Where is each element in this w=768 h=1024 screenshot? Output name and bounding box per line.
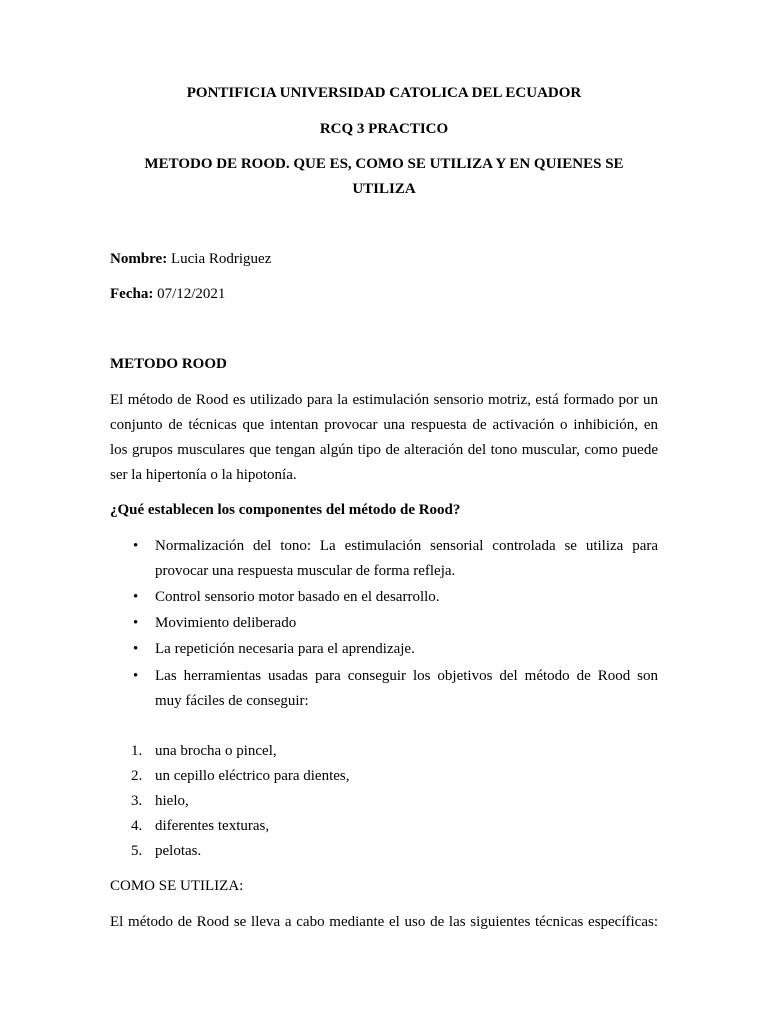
list-item: hielo, (155, 793, 189, 809)
bullet-4: La repetición necesaria para el aprendizaje. (155, 641, 415, 657)
list-item: un cepillo eléctrico para dientes, (155, 768, 350, 784)
paragraph-line-2: conjunto de técnicas que intentan provocar una respuesta de activación o inhibición, en (110, 417, 658, 433)
list-item: una brocha o pincel, (155, 743, 277, 759)
name-label: Nombre: (110, 251, 168, 267)
bullet-icon: • (133, 615, 139, 631)
paragraph-line-1: El método de Rood es utilizado para la estimulación sensorio motriz, está formado por un (110, 392, 658, 408)
university-heading: PONTIFICIA UNIVERSIDAD CATOLICA DEL ECUADOR (186, 85, 582, 101)
list-item: pelotas. (155, 843, 202, 859)
paragraph-line-3: los grupos musculares que tengan algún tipo de alteración del tono muscular, como puede (110, 442, 658, 458)
bullet-5-line-1: Las herramientas usadas para conseguir los objetivos del método de Rood son (155, 668, 658, 684)
bullet-2: Control sensorio motor basado en el desarrollo. (155, 589, 440, 605)
bullet-1-line-1: Normalización del tono: La estimulación sensorial controlada se utiliza para (155, 538, 658, 554)
list-number: 3. (131, 793, 143, 809)
paragraph-line-4: ser la hipertonía o la hipotonía. (110, 467, 297, 483)
bullet-icon: • (133, 668, 139, 684)
bullet-icon: • (133, 538, 139, 554)
date-value: 07/12/2021 (157, 286, 226, 302)
list-number: 2. (131, 768, 143, 784)
techniques-paragraph: El método de Rood se lleva a cabo mediante el uso de las siguientes técnicas específicas: (110, 914, 658, 930)
name-value: Lucia Rodriguez (170, 251, 272, 267)
title-line-1: METODO DE ROOD. QUE ES, COMO SE UTILIZA Y EN QUIENES SE (144, 156, 624, 172)
section-heading-metodo-rood: METODO ROOD (110, 356, 227, 372)
list-number: 4. (131, 818, 143, 834)
date-row (110, 286, 658, 303)
list-number: 1. (131, 743, 143, 759)
section-heading-como-se-utiliza: COMO SE UTILIZA: (110, 878, 244, 894)
list-number: 5. (131, 843, 143, 859)
bullet-icon: • (133, 641, 139, 657)
bullet-3: Movimiento deliberado (155, 615, 297, 631)
components-question: ¿Qué establecen los componentes del método de Rood? (110, 502, 461, 518)
bullet-1-line-2: provocar una respuesta muscular de forma refleja. (155, 563, 456, 579)
course-heading: RCQ 3 PRACTICO (319, 121, 449, 137)
title-line-2: UTILIZA (352, 181, 416, 197)
bullet-icon: • (133, 589, 139, 605)
name-row (110, 251, 658, 268)
date-label: Fecha: (110, 286, 154, 302)
bullet-5-line-2: muy fáciles de conseguir: (155, 693, 309, 709)
list-item: diferentes texturas, (155, 818, 270, 834)
